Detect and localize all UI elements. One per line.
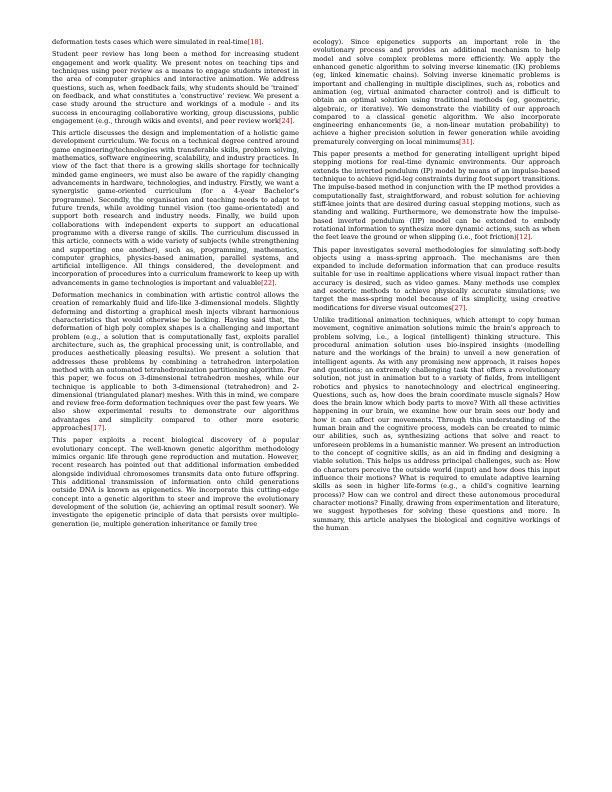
paragraph-end: . [465,303,468,312]
paper-page [52,38,560,764]
citation-link[interactable]: [22] [261,278,275,287]
left-column [52,38,299,764]
paragraph-end: . [292,116,295,125]
paragraph-text: This article discusses the design and implementation of a holistic game development curriculum. We focus on a technical degree centred around game engineering/technologies with transferable skills, problem solving, mathematics, software engineering, scalability, and industry practices. In view of the fact that there is a growing skills shortage for technically minded game engineers, we must also be aware of the rapidly changing advancements in hardware, technologies, and industry. Firstly, we want a synergistic game-oriented curriculum (for a 4-year Bachelor's programme). Secondly, the organisation and teaching needs to adapt to future trends, while avoiding tunnel vision (too game-orientated) and support both research and industry needs. Finally, we build upon collaborations with independent experts to support an educational programme with a diverse range of skills. The curriculum discussed in this article, connects with a wide variety of subjects (while strengthening and supporting one another), such as, programming, mathematics, computer graphics, physics-based animation, parallel systems, and artificial intelligence. All things considered, the development and incorporation of procedures into a curriculum framework to keep up with advancements in game technologies is important and valuable [52,129,299,287]
paragraph [52,129,299,287]
paragraph [52,291,299,432]
paragraph-text: Deformation mechanics in combination with artistic control allows the creation of remarkably fluid and life-like 3-dimensional models. Slightly deforming and distorting a graphical mesh injects vibrant harmonious characteristics that would otherwise be lacking. Having said that, the deformation of high poly complex shapes is a challenging and important problem (e.g., a solution that is computationally fast, exploits parallel architecture, such as, the graphical processing unit, is controllable, and produces aesthetically pleasing results). We present a solution that addresses these problems by combining a tetrahedron interpolation method with an automated tetrahedronization partitioning algorithm. For this paper, we focus on 3-dimensional tetrahedron meshes, while our technique is applicable to both 3-dimensional (tetrahedron) and 2-dimensional (triangulated planar) meshes. With this in mind, we compare and review free-form deformation techniques over the past few years. We also show experimental results to demonstrate our algorithms advantages and simplicity compared to other more esoteric approaches [52,291,299,433]
citation-link[interactable]: [24] [278,116,293,125]
right-column [313,38,560,764]
paragraph-text: This paper investigates several methodologies for simulating soft-body objects using a mass-spring approach. The mechanisms are then expanded to include deformation information that can produce results suitable for use in realtime applications where visual impact rather than accuracy is desired, such as video games. Many methods use complex and esoteric methods to achieve physically accurate simulations; we target the mass-spring model because of its simplicity, using creative modifications for diverse visual outcomes [313,245,560,312]
paragraph [313,316,560,532]
paragraph [313,150,560,241]
paragraph-end: . [274,278,277,287]
paragraph-text: Student peer review has long been a method for increasing student engagement and work quality. We present notes on teaching tips and techniques using peer review as a means to engage students interest in the area of computer graphics and interactive animation. We address questions, such as, when feedback fails, why students should be 'trained' on feedback, and what constitutes a 'constructive' review. We present a case study around the structure and workings of a module - and its success in encouraging collaborative working, group discussions, public engagement (e.g., through wikis and events), and peer review work [52,50,299,125]
paragraph [52,436,299,527]
paragraph [52,50,299,125]
paragraph-end: . [530,233,533,242]
paragraph [313,38,560,146]
paragraph-text: deformation tests cases which were simulated in real-time [52,38,248,46]
citation-link[interactable]: [12] [516,233,531,242]
paragraph [52,38,299,46]
citation-link[interactable]: [17] [90,424,105,433]
citation-link[interactable]: [27] [451,303,466,312]
paragraph-end: . [472,137,475,146]
paragraph-end: . [261,38,264,46]
paragraph-text: This paper presents a method for generating intelligent upright biped stepping motions for real-time dynamic environments. Our approach extends the inverted pendulum (IP) model by means of an impulse-based technique to achieve rigid-leg constraints during foot support transitions. The impulse-based method in conjunction with the IP method provides a computationally fast, straightforward, and robust solution for achieving stiff-knee joints that are desired during casual stepping motions, such as standing and walking. Furthermore, we demonstrate how the impulse-based inverted pendulum (IIP) model can be extended to embody rotational information to synthesize more dynamic actions, such as when the feet leave the ground or when slipping (i.e., foot friction) [313,150,560,242]
paragraph-text: This paper exploits a recent biological discovery of a popular evolutionary concept. The well-known genetic algorithm methodology mimics organic life through gene reproduction and mutation. However, recent research has pointed out that additional information embedded alongside individual chromosomes transmits data onto future offspring. This additional transmission of information onto child generations outside DNA is known as epigenetics. We incorporate this cutting-edge concept into a genetic algorithm to steer and improve the evolutionary development of the solution (ie, achieving an optimal result sooner). We investigate the epigenetic principle of data that persists over multiple-generation (ie, multiple generation inheritance or family tree [52,436,299,528]
paragraph-text: ecology). Since epigenetics supports an important role in the evolutionary process and provides an additional mechanism to help model and solve complex problems more efficiently. We apply the enhanced genetic algorithm to solving inverse kinematic (IK) problems (eg, linked kinematic chains). Solving inverse kinematic problems is important and challenging in multiple disciplines, such as, robotics and animation (eg, virtual animated character control) and is difficult to obtain an optimal solution using traditional methods (eg, geometric, algebraic, or iterative). We demonstrate the viability of our approach compared to a classical genetic algorithm. We also incorporate engineering enhancements (ie, a non-linear mutation probability) to achieve a higher precision solution in fewer generation while avoiding prematurely converging on local minimums [313,38,560,146]
citation-link[interactable]: [18] [247,38,262,46]
paragraph-text: Unlike traditional animation techniques, which attempt to copy human movement, cognitive animation solutions mimic the brain's approach to problem solving, i.e., a logical (intelligent) thinking structure. This procedural animation solution uses bio-inspired insights (modelling nature and the workings of the brain) to unveil a new generation of intelligent agents. As with any promising new approach, it raises hopes and questions; an extremely challenging task that offers a revolutionary solution, not just in animation but to a variety of fields, from intelligent robotics and physics to nanotechnology and electrical engineering. Questions, such as, how does the brain coordinate muscle signals? How does the brain know which body parts to move? With all these activities happening in our brain, we examine how our brain sees our body and how it can affect our movements. Through this understanding of the human brain and the cognitive process, models can be created to mimic our abilities, such as, synthesizing actions that solve and react to unforeseen problems in a humanistic manner. We present an introduction to the concept of cognitive skills, as an aid in finding and designing a viable solution. This helps us address principal challenges, such as: How do characters perceive the outside world (input) and how does this input influence their motions? What is required to emulate adaptive learning skills as seen in higher life-forms (e.g., a child's cognitive learning process)? How can we control and direct these autonomous procedural character motions? Finally, drawing from experimentation and literature, we suggest hypotheses for solving these questions and more. In summary, this article analyses the biological and cognitive workings of the human [313,316,560,532]
paragraph [313,246,560,313]
paragraph-end: . [104,424,107,433]
citation-link[interactable]: [31] [459,137,473,146]
